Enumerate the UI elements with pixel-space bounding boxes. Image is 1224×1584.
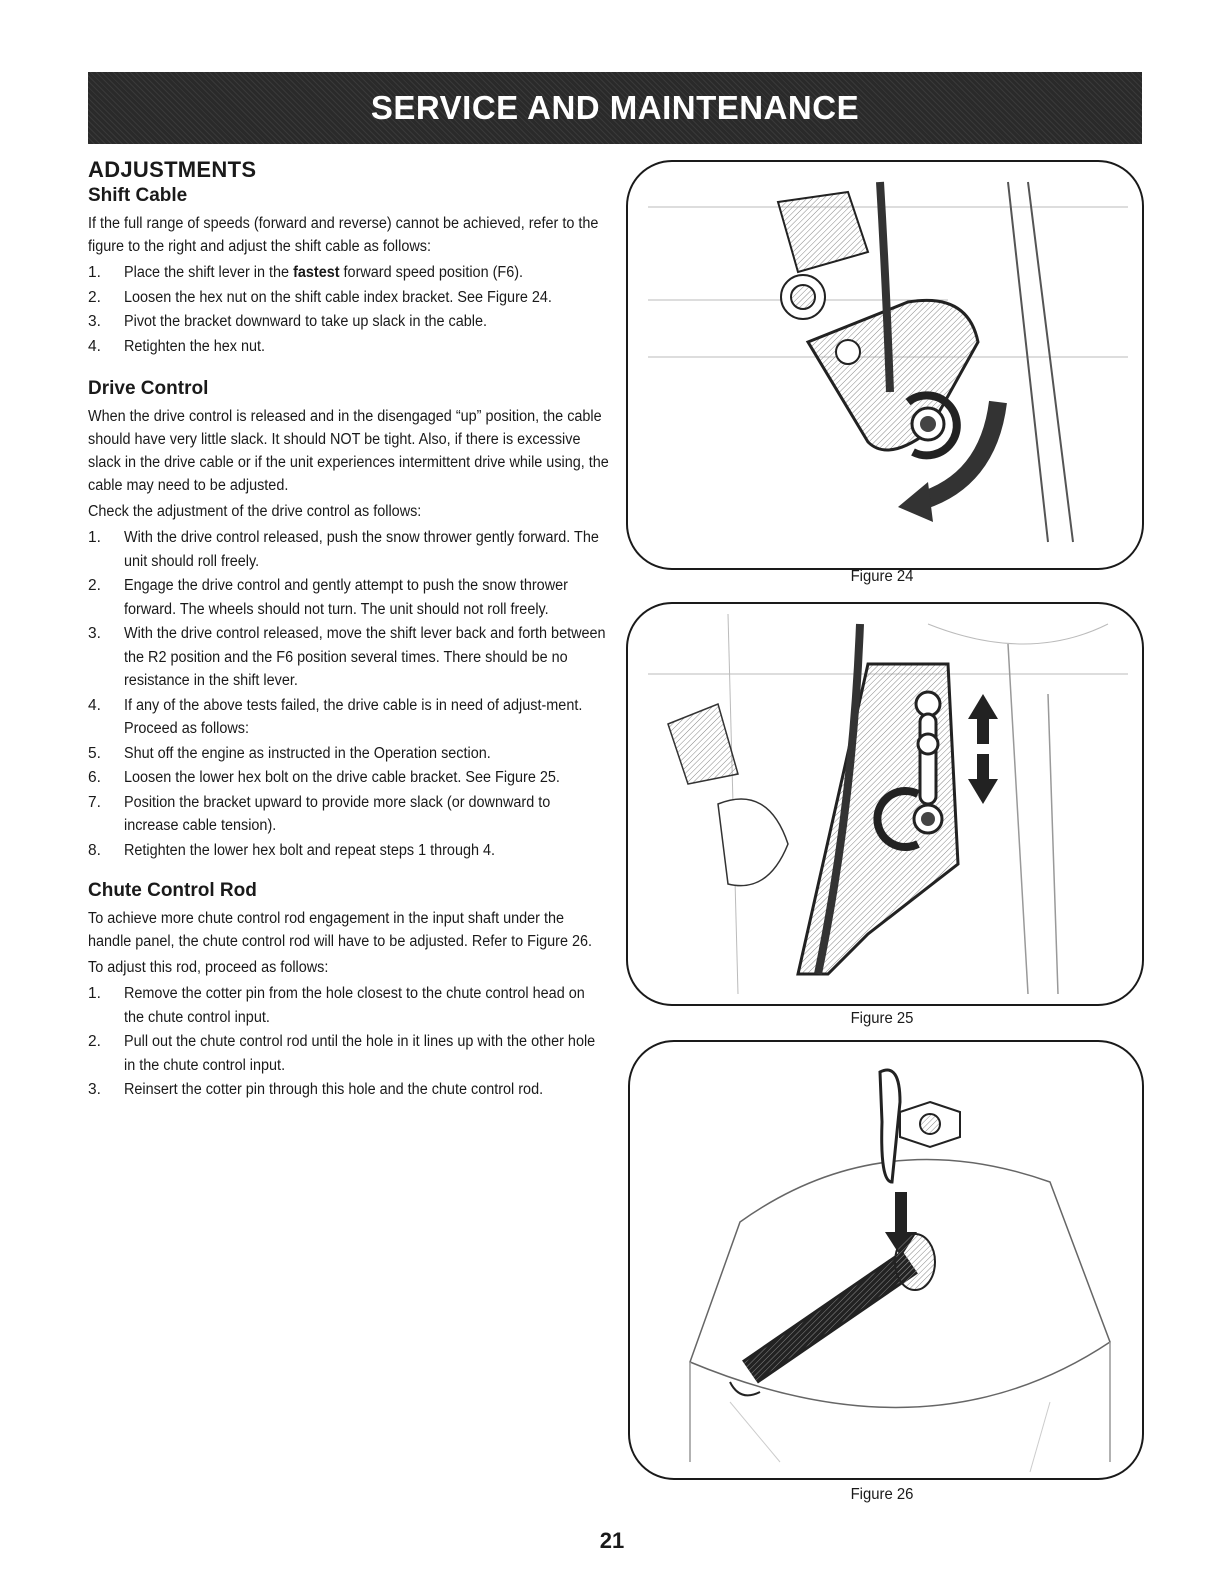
list-item: 1. Place the shift lever in the fastest forward speed position (F6). bbox=[88, 264, 524, 281]
list-item: 3. Reinsert the cotter pin through this hole and the chute control rod. bbox=[88, 1081, 544, 1098]
text-column bbox=[88, 156, 608, 1103]
chute-control-rod-heading: Chute Control Rod bbox=[88, 880, 257, 901]
chute-control-rod-proceed: To adjust this rod, proceed as follows: bbox=[88, 959, 329, 976]
figure-26-illustration bbox=[628, 1040, 1144, 1480]
list-item: 3. Pivot the bracket downward to take up slack in the cable. bbox=[88, 313, 487, 330]
figure-24-caption: Figure 24 bbox=[850, 568, 914, 585]
list-item: 2. Engage the drive control and gently attempt to push the snow thrower forward. The wheels should not turn. The unit should not roll freely. bbox=[88, 577, 568, 618]
shift-cable-bracket-drawing bbox=[628, 162, 1142, 568]
figure-25-illustration bbox=[626, 602, 1144, 1006]
drive-control-intro: When the drive control is released and in the disengaged “up” position, the cable should have very little slack. It should NOT be tight. Also, if there is excessive slack in the drive cable or if the unit experiences intermittent drive while using, the cable may need to be adjusted. bbox=[88, 408, 609, 494]
list-item: 6. Loosen the lower hex bolt on the drive cable bracket. See Figure 25. bbox=[88, 769, 560, 786]
figure-26-caption: Figure 26 bbox=[850, 1486, 914, 1503]
drive-control-heading: Drive Control bbox=[88, 378, 209, 399]
shift-cable-steps bbox=[88, 261, 608, 358]
banner-title: SERVICE AND MAINTENANCE bbox=[370, 89, 860, 126]
page-number: 21 bbox=[599, 1528, 625, 1553]
emphasis-fastest: fastest bbox=[293, 264, 340, 281]
list-item: 8. Retighten the lower hex bolt and repeat steps 1 through 4. bbox=[88, 841, 496, 859]
list-item: 1. With the drive control released, push the snow thrower gently forward. The unit should roll freely. bbox=[88, 529, 599, 570]
shift-cable-intro: If the full range of speeds (forward and reverse) cannot be achieved, refer to the figure to the right and adjust the shift cable as follows: bbox=[88, 215, 599, 255]
shift-cable-heading: Shift Cable bbox=[88, 185, 188, 206]
list-item: 2. Pull out the chute control rod until the hole in it lines up with the other hole in the chute control input. bbox=[88, 1033, 596, 1074]
figure-25-caption: Figure 25 bbox=[850, 1010, 914, 1027]
list-item: 3. With the drive control released, move the shift lever back and forth between the R2 position and the F6 position several times. There should be no resistance in the shift lever. bbox=[88, 625, 606, 689]
list-item: 7. Position the bracket upward to provide more slack (or downward to increase cable tension). bbox=[88, 793, 551, 834]
drive-control-steps bbox=[88, 526, 608, 862]
list-item: 5. Shut off the engine as instructed in the Operation section. bbox=[88, 744, 491, 762]
figure-24-illustration bbox=[626, 160, 1144, 570]
drive-cable-bracket-drawing bbox=[628, 604, 1142, 1004]
list-item: 2. Loosen the hex nut on the shift cable index bracket. See Figure 24. bbox=[88, 288, 552, 306]
list-item: 4. If any of the above tests failed, the drive cable is in need of adjust-ment. Proceed as follows: bbox=[88, 696, 583, 737]
list-item: 1. Remove the cotter pin from the hole closest to the chute control head on the chute control input. bbox=[88, 985, 585, 1026]
chute-control-rod-intro: To achieve more chute control rod engagement in the input shaft under the handle panel, the chute control rod will have to be adjusted. Refer to Figure 26. bbox=[88, 910, 593, 950]
section-banner bbox=[88, 72, 1142, 144]
drive-control-check: Check the adjustment of the drive control as follows: bbox=[88, 503, 422, 520]
chute-control-rod-steps bbox=[88, 982, 608, 1102]
chute-control-rod-drawing bbox=[630, 1042, 1142, 1478]
adjustments-heading: ADJUSTMENTS bbox=[88, 157, 257, 182]
list-item: 4. Retighten the hex nut. bbox=[88, 337, 266, 355]
